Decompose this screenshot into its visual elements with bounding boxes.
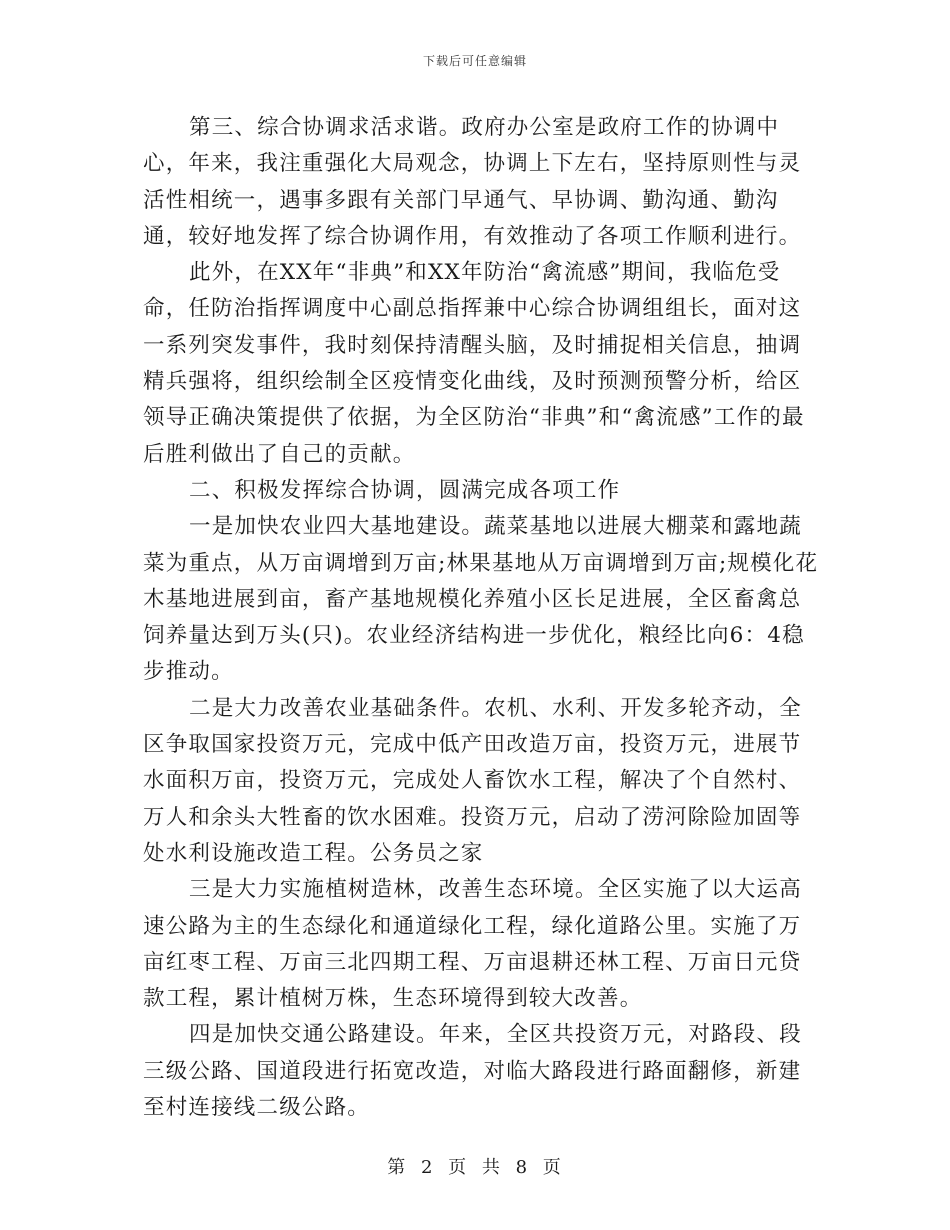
paragraph-transportation: 四是加快交通公路建设。年来，全区共投资万元，对路段、段三级公路、国道段进行拓宽改造，对临大路段进行路面翻修，新建至村连接线二级公路。 (143, 1022, 802, 1121)
document-body (143, 110, 823, 1126)
page-header: 下载后可任意编辑 (422, 54, 527, 68)
paragraph-agriculture-infrastructure: 二是大力改善农业基础条件。农机、水利、开发多轮齐动，全区争取国家投资万元，完成中低产田改造万亩，投资万元，进展节水面积万亩，投资万元，完成处人畜饮水工程，解决了个自然村、万人和余头大牲畜的饮水困难。投资万元，启动了涝河除险加固等处水利设施改造工程。公务员之家 (143, 695, 802, 866)
paragraph-epidemic: 此外，在XX年“非典”和XX年防治“禽流感”期间，我临危受命，任防治指挥调度中心副总指挥兼中心综合协调组组长，面对这一系列突发事件，我时刻保持清醒头脑，及时捕捉相关信息，抽调精兵强将，组织绘制全区疫情变化曲线，及时预测预警分析，给区领导正确决策提供了依据，为全区防治“非典”和“禽流感”工作的最后胜利做出了自己的贡献。 (143, 260, 805, 467)
paragraph-afforestation: 三是大力实施植树造林，改善生态环境。全区实施了以大运高速公路为主的生态绿化和通道绿化工程，绿化道路公里。实施了万亩红枣工程、万亩三北四期工程、万亩退耕还林工程、万亩日元贷款工程，累计植树万株，生态环境得到较大改善。 (143, 877, 802, 1012)
paragraph-coordination: 第三、综合协调求活求谐。政府办公室是政府工作的协调中心，年来，我注重强化大局观念，协调上下左右，坚持原则性与灵活性相统一，遇事多跟有关部门早通气、早协调、勤沟通、勤沟通，较好地发挥了综合协调作用，有效推动了各项工作顺利进行。 (143, 115, 802, 249)
paragraph-agriculture-bases: 一是加快农业四大基地建设。蔬菜基地以进展大棚菜和露地蔬菜为重点，从万亩调增到万亩;林果基地从万亩调增到万亩;规模化花木基地进展到亩，畜产基地规模化养殖小区长足进展，全区畜禽总饲养量达到万头(只)。农业经济结构进一步优化，粮经比向6：4稳步推动。 (143, 514, 819, 685)
page-number: 第 2 页 共 8 页 (387, 1157, 563, 1178)
section-heading: 二、积极发挥综合协调，圆满完成各项工作 (189, 477, 621, 503)
